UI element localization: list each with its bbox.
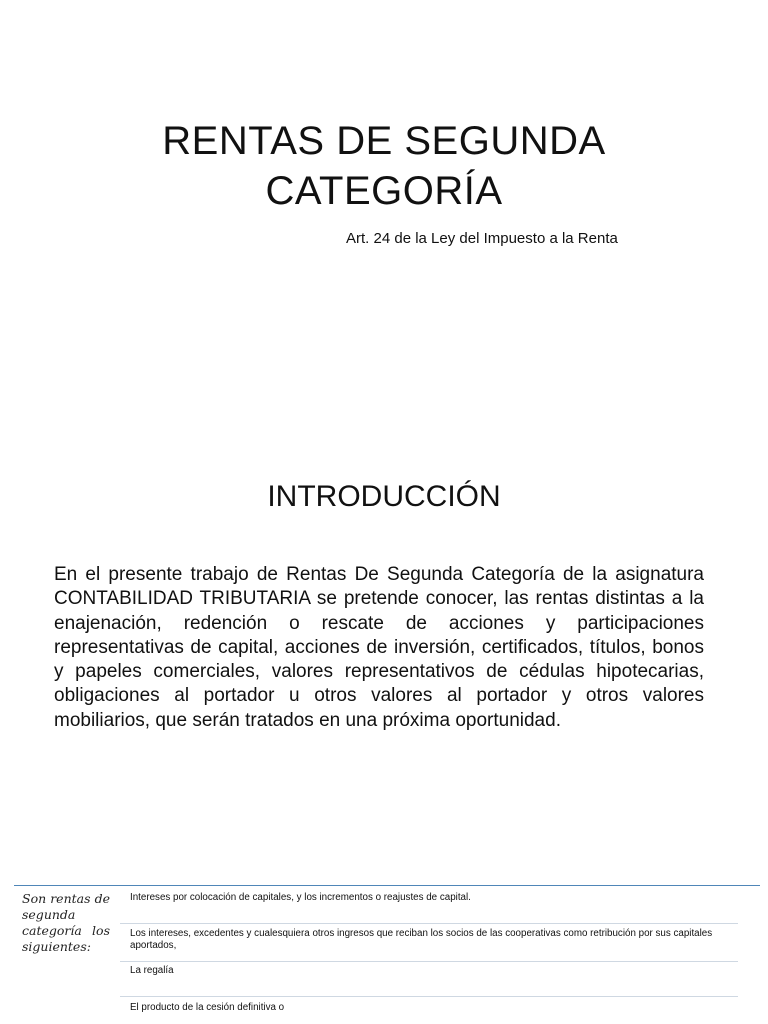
row-divider [120, 961, 738, 962]
intro-paragraph: En el presente trabajo de Rentas De Segunda Categoría de la asignatura CONTABILIDAD TRIBUTARIA se pretende conocer, las rentas distintas a la enajenación, redención o rescate de acciones y participaciones representativas de capital, acciones de inversión, certificados, títulos, bonos y papeles comerciales, valores representativos de cédulas hipotecarias, obligaciones al portador u otros valores al portador y otros valores mobiliarios, que serán tratados en una próxima oportunidad. [54, 564, 704, 731]
row-divider [120, 923, 738, 924]
table-top-border [14, 885, 760, 886]
table-row: La regalía [130, 965, 174, 976]
page-subtitle: Art. 24 de la Ley del Impuesto a la Renta [346, 230, 618, 247]
page-title [0, 116, 768, 216]
section-heading: INTRODUCCIÓN [267, 480, 501, 513]
table-row: Los intereses, excedentes y cualesquiera otros ingresos que reciban los socios de las cooperativas como retribución por sus capitales aportados, [130, 928, 713, 951]
page-title-line-2: CATEGORÍA [265, 169, 503, 213]
table-row: Intereses por colocación de capitales, y los incrementos o reajustes de capital. [130, 892, 471, 903]
page-title-line-1: RENTAS DE SEGUNDA [162, 119, 606, 163]
table-side-label: Son rentas de segunda categoría los siguientes: [22, 891, 110, 954]
table-row: El producto de la cesión definitiva o [130, 1002, 285, 1013]
row-divider [120, 996, 738, 997]
